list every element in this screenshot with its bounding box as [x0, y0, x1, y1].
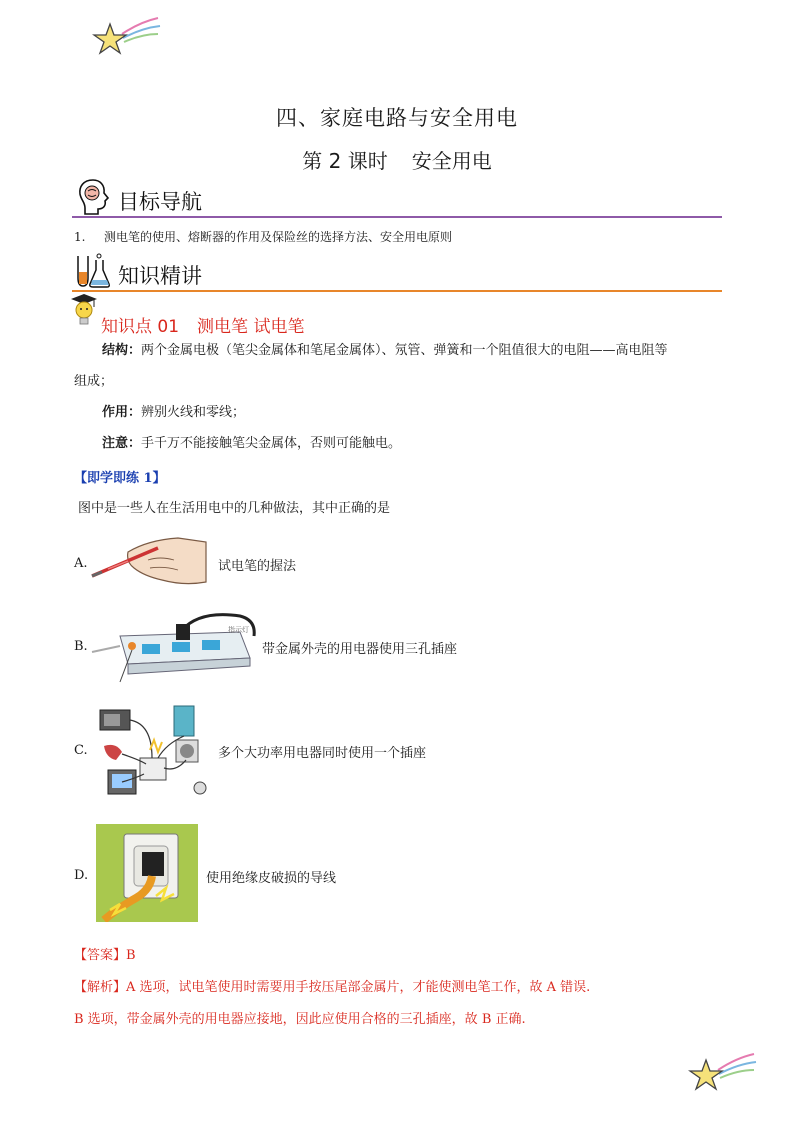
section-goal-header [72, 182, 722, 218]
structure-paragraph [102, 340, 722, 362]
option-d-text: 使用绝缘皮破损的导线 [206, 871, 337, 886]
goal-item [74, 228, 452, 245]
note-paragraph [102, 433, 401, 455]
power-strip-caption: 指示灯 [228, 626, 249, 634]
option-a-text: 试电笔的握法 [218, 559, 297, 574]
tester-pen-hand-icon [88, 530, 210, 588]
analysis-line-2: B 选项，带金属外壳的用电器应接地，因此应使用合格的三孔插座，故 B 正确. [74, 1012, 526, 1027]
note-label: 注意： [102, 436, 142, 451]
overloaded-socket-icon [96, 694, 212, 802]
damaged-wire-icon [96, 824, 198, 922]
section-knowledge-header [72, 256, 722, 292]
knowledge-section-label: 知识精讲 [118, 264, 202, 288]
option-c-text: 多个大功率用电器同时使用一个插座 [218, 746, 427, 761]
question-text: 图中是一些人在生活用电中的几种做法，其中正确的是 [78, 501, 391, 516]
analysis-line-1: 【解析】A 选项，试电笔使用时需要用手按压尾部金属片，才能使测电笔工作，故 A 错误. [74, 980, 591, 995]
answer-text: 【答案】B [74, 948, 136, 963]
power-strip-icon [90, 606, 260, 686]
option-b-letter: B. [74, 639, 88, 654]
goal-section-label: 目标导航 [118, 190, 202, 214]
section-divider [72, 290, 722, 292]
structure-text: 两个金属电极（笔尖金属体和笔尾金属体）、氖管、弹簧和一个阻值很大的电阻——高电阻等 [141, 343, 668, 358]
lightbulb-graduate-icon [70, 293, 98, 329]
section-divider [72, 216, 722, 218]
note-text: 手千万不能接触笔尖金属体，否则可能触电。 [141, 436, 402, 451]
function-label: 作用： [102, 405, 142, 420]
knowledge-point-title [101, 312, 304, 337]
star-deco-icon [688, 1050, 758, 1096]
lesson-number: 第 2 课时 [302, 149, 388, 173]
lesson-subtitle [0, 145, 794, 174]
exercise-label: 【即学即练 1】 [74, 471, 166, 486]
structure-label: 结构： [102, 343, 142, 358]
option-a-letter: A. [74, 556, 88, 571]
lesson-name: 安全用电 [411, 149, 492, 173]
goal-item-number: 1. [74, 230, 86, 244]
structure-continuation: 组成； [74, 374, 114, 389]
knowledge-point-name: 测电笔 试电笔 [197, 317, 305, 337]
star-deco-icon [92, 14, 162, 60]
page-title: 四、家庭电路与安全用电 [276, 106, 518, 130]
function-paragraph [102, 402, 245, 424]
lab-flask-icon [72, 252, 112, 290]
option-b-text: 带金属外壳的用电器使用三孔插座 [262, 642, 458, 657]
option-d-letter: D. [74, 868, 89, 883]
option-c-letter: C. [74, 743, 88, 758]
goal-item-text: 测电笔的使用、熔断器的作用及保险丝的选择方法、安全用电原则 [104, 230, 453, 244]
knowledge-point-label: 知识点 01 [101, 317, 180, 337]
brain-icon [76, 178, 110, 216]
function-text: 辨别火线和零线； [141, 405, 246, 420]
